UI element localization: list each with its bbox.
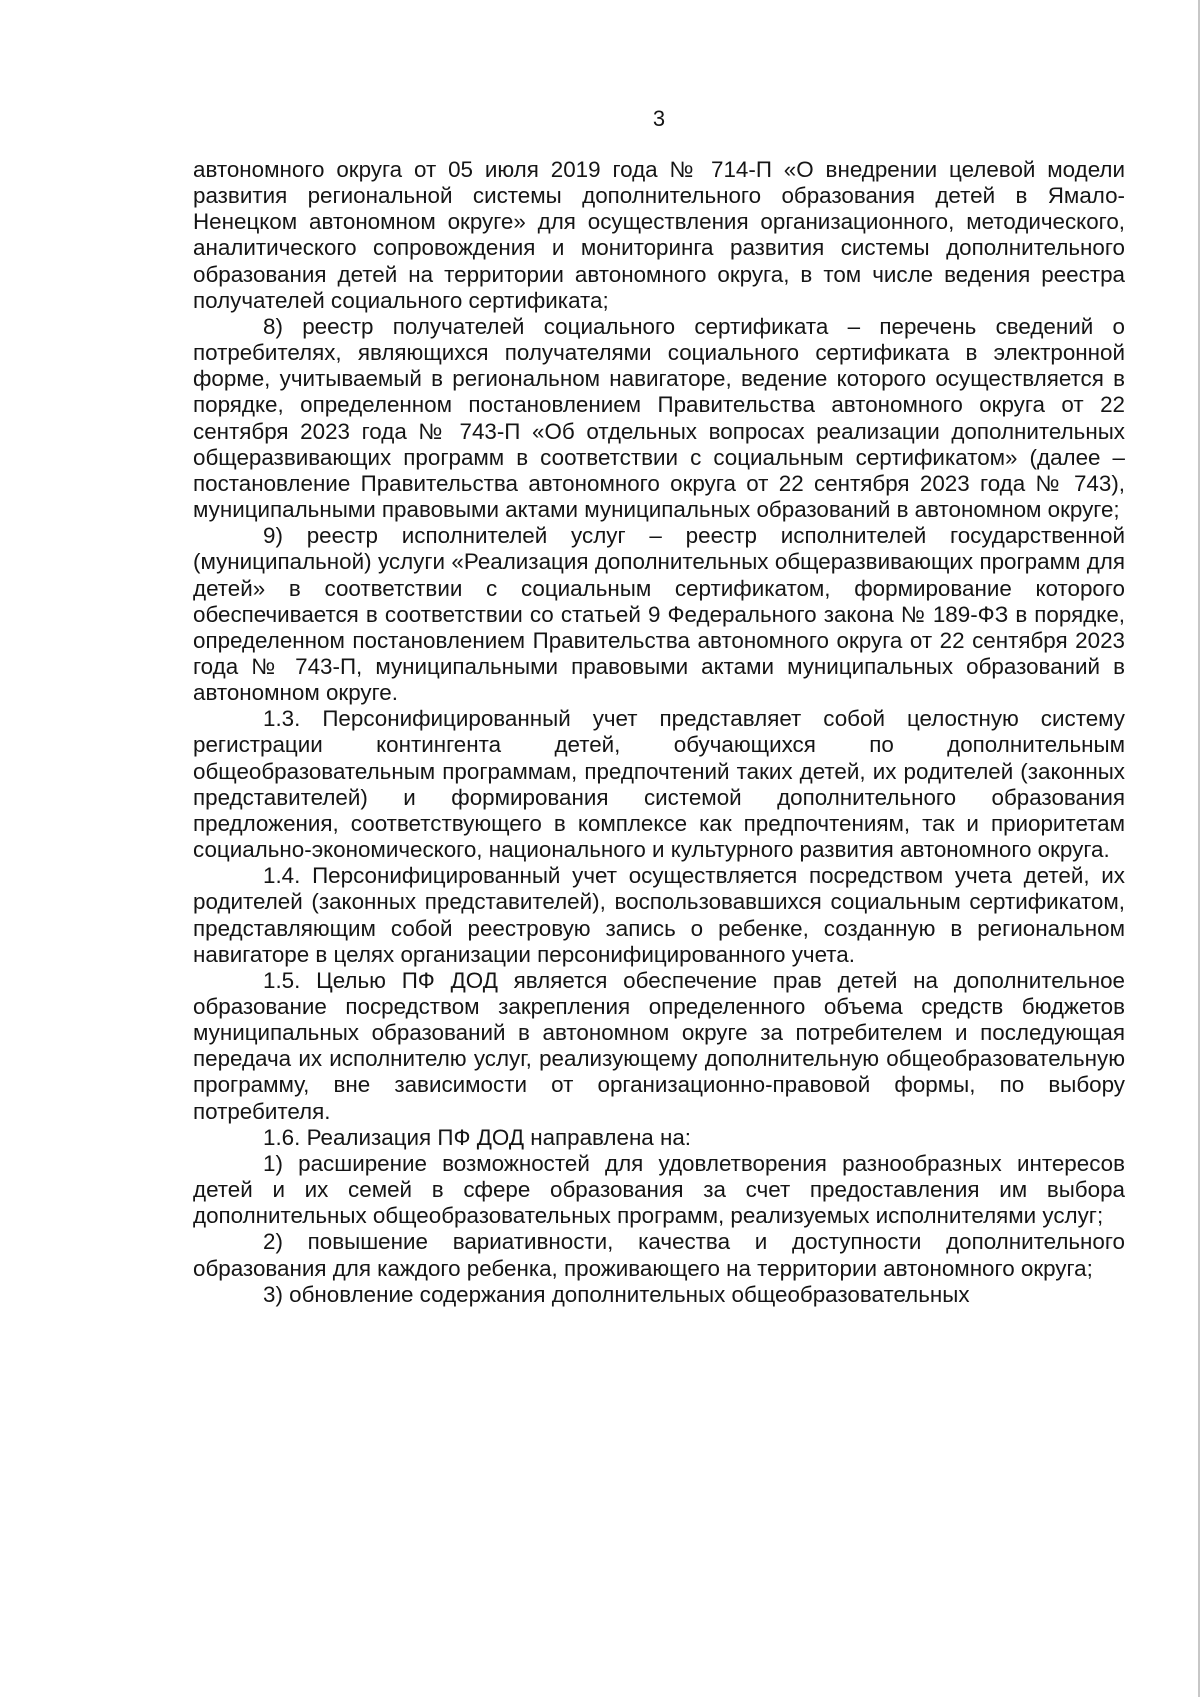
paragraph-item-8: 8) реестр получателей социального сертификата – перечень сведений о потребителях, являющихся получателями социального сертификата в электронной форме, учитываемый в региональном навигаторе, ведение которого осуществляется в порядке, определенном постановлением Правительства автономного округа от 22 сентября 2023 года № 743-П «Об отдельных вопросах реализации дополнительных общеразвивающих программ в соответствии с социальным сертификатом» (далее – постановление Правительства автономного округа от 22 сентября 2023 года № 743), муниципальными правовыми актами муниципальных образований в автономном округе;: [193, 313, 1125, 523]
paragraph-item-9: 9) реестр исполнителей услуг – реестр исполнителей государственной (муниципальной) услуги «Реализация дополнительных общеразвивающих программ для детей» в соответствии с социальным сертификатом, формирование которого обеспечивается в соответствии со статьей 9 Федерального закона № 189-ФЗ в порядке, определенном постановлением Правительства автономного округа от 22 сентября 2023 года № 743-П, муниципальными правовыми актами муниципальных образований в автономном округе.: [193, 523, 1125, 706]
list-item-2: 2) повышение вариативности, качества и доступности дополнительного образования для каждого ребенка, проживающего на территории автономного округа;: [193, 1229, 1125, 1281]
list-item-3: 3) обновление содержания дополнительных общеобразовательных: [263, 1281, 970, 1307]
paragraph-1-5: 1.5. Целью ПФ ДОД является обеспечение прав детей на дополнительное образование посредством закрепления определенного объема средств бюджетов муниципальных образований в автономном округе за потребителем и последующая передача их исполнителю услуг, реализующему дополнительную общеобразовательную программу, вне зависимости от организационно-правовой формы, по выбору потребителя.: [193, 967, 1125, 1124]
paragraph-1-6: 1.6. Реализация ПФ ДОД направлена на:: [263, 1124, 692, 1150]
list-item-1: 1) расширение возможностей для удовлетворения разнообразных интересов детей и их семей в сфере образования за счет предоставления им выбора дополнительных общеобразовательных программ, реализуемых исполнителями услуг;: [193, 1150, 1125, 1229]
paragraph-1-4: 1.4. Персонифицированный учет осуществляется посредством учета детей, их родителей (законных представителей), воспользовавшихся социальным сертификатом, представляющим собой реестровую запись о ребенке, созданную в региональном навигаторе в целях организации персонифицированного учета.: [193, 863, 1125, 967]
paragraph-continuation: автономного округа от 05 июля 2019 года № 714-П «О внедрении целевой модели развития региональной системы дополнительного образования детей в Ямало-Ненецком автономном округе» для осуществления организационного, методического, аналитического сопровождения и мониторинга развития системы дополнительного образования детей на территории автономного округа, в том числе ведения реестра получателей социального сертификата;: [193, 157, 1125, 313]
paragraph-1-3: 1.3. Персонифицированный учет представляет собой целостную систему регистрации контингента детей, обучающихся по дополнительным общеобразовательным программам, предпочтений таких детей, их родителей (законных представителей) и формирования системой дополнительного образования предложения, соответствующего в комплексе как предпочтениям, так и приоритетам социально-экономического, национального и культурного развития автономного округа.: [193, 706, 1125, 863]
document-body: [193, 157, 1125, 1308]
page-number: 3: [652, 106, 666, 131]
